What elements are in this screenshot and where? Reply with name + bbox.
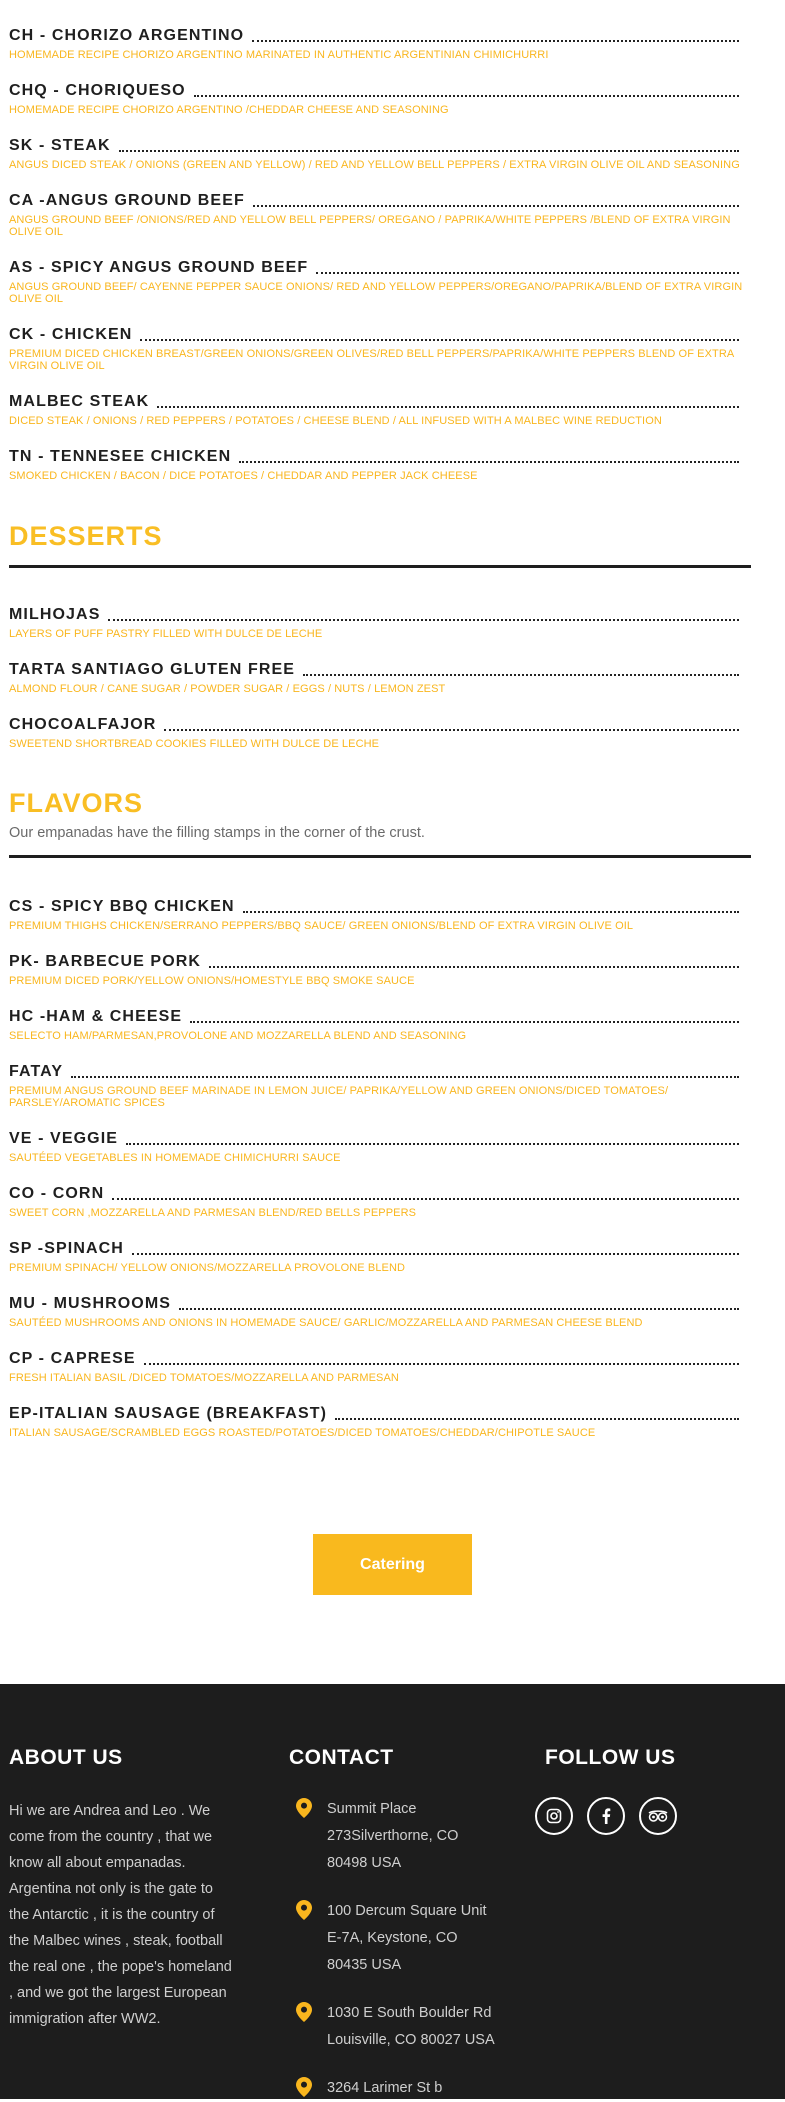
section-divider — [9, 855, 751, 858]
menu-item — [9, 80, 739, 117]
flavor-item-description: SELECTO HAM/PARMESAN,PROVOLONE AND MOZZARELLA BLEND AND SEASONING — [9, 1030, 467, 1042]
flavor-item-title: HC -HAM & CHEESE — [9, 1008, 183, 1025]
menu-item-description: HOMEMADE RECIPE CHORIZO ARGENTINO MARINATED IN AUTHENTIC ARGENTINIAN CHIMICHURRI — [9, 49, 549, 61]
flavor-item — [9, 951, 739, 988]
address-line: E-7A, Keystone, CO — [327, 1930, 458, 1946]
dotted-leader — [209, 966, 739, 968]
flavor-item-title: CS - SPICY BBQ CHICKEN — [9, 898, 235, 915]
flavor-item-description: SWEET CORN ,MOZZARELLA AND PARMESAN BLEND/RED BELLS PEPPERS — [9, 1207, 417, 1219]
flavors-heading: FLAVORS — [9, 788, 143, 818]
flavor-item-title: CO - CORN — [9, 1185, 105, 1202]
address-line: Summit Place — [327, 1801, 417, 1817]
flavor-item-title: CP - CAPRESE — [9, 1350, 136, 1367]
contact-heading: CONTACT — [289, 1746, 394, 1769]
dotted-leader — [112, 1198, 739, 1200]
dotted-leader — [132, 1253, 739, 1255]
dotted-leader — [303, 674, 739, 676]
flavor-item-description: PREMIUM ANGUS GROUND BEEF MARINADE IN LEMON JUICE/ PAPRIKA/YELLOW AND GREEN ONIONS/DICED TOMATOES/ PARSLEY/AROMATIC SPICES — [9, 1085, 669, 1109]
location-pin-icon — [296, 1798, 312, 1818]
menu-item-description: DICED STEAK / ONIONS / RED PEPPERS / POTATOES / CHEESE BLEND / ALL INFUSED WITH A MALBEC WINE REDUCTION — [9, 415, 662, 427]
dotted-leader — [108, 619, 739, 621]
dotted-leader — [239, 461, 739, 463]
location-pin-icon — [296, 2002, 312, 2022]
flavor-item-description: PREMIUM SPINACH/ YELLOW ONIONS/MOZZARELLA PROVOLONE BLEND — [9, 1262, 406, 1274]
menu-item-title: CH - CHORIZO ARGENTINO — [9, 27, 245, 44]
section-divider — [9, 565, 751, 568]
address-line: 1030 E South Boulder Rd — [327, 2005, 492, 2021]
menu-item — [9, 391, 739, 428]
site-footer — [0, 1684, 785, 2099]
address-line: 80435 USA — [327, 1957, 402, 1973]
menu-item-title: SK - STEAK — [9, 137, 111, 154]
flavor-item — [9, 1348, 739, 1385]
dotted-leader — [126, 1143, 739, 1145]
dessert-item-title: CHOCOALFAJOR — [9, 716, 157, 733]
flavor-item-description: SAUTÉED VEGETABLES IN HOMEMADE CHIMICHURRI SAUCE — [9, 1152, 341, 1164]
dotted-leader — [157, 406, 739, 408]
flavor-item-description: ITALIAN SAUSAGE/SCRAMBLED EGGS ROASTED/POTATOES/DICED TOMATOES/CHEDDAR/CHIPOTLE SAUCE — [9, 1427, 596, 1439]
about-us-heading: ABOUT US — [9, 1746, 123, 1769]
dotted-leader — [316, 272, 739, 274]
flavor-item — [9, 1183, 739, 1220]
flavor-item-title: VE - VEGGIE — [9, 1130, 119, 1147]
address-line: 100 Dercum Square Unit — [327, 1903, 487, 1919]
menu-item-description: ANGUS GROUND BEEF/ CAYENNE PEPPER SAUCE ONIONS/ RED AND YELLOW PEPPERS/OREGANO/PAPRIKA/BLEND OF EXTRA VIRGIN OLIVE OIL — [9, 281, 743, 305]
flavor-item — [9, 1061, 739, 1109]
menu-item-title: TN - TENNESEE CHICKEN — [9, 448, 232, 465]
dessert-item-description: SWEETEND SHORTBREAD COOKIES FILLED WITH DULCE DE LECHE — [9, 738, 380, 750]
menu-item — [9, 25, 739, 62]
dotted-leader — [335, 1418, 739, 1420]
flavor-item — [9, 1128, 739, 1165]
menu-item-description: PREMIUM DICED CHICKEN BREAST/GREEN ONIONS/GREEN OLIVES/RED BELL PEPPERS/PAPRIKA/WHITE PEPPERS BLEND OF EXTRA VIRGIN OLIVE OIL — [9, 348, 734, 372]
dessert-item — [9, 659, 739, 696]
location-pin-icon — [296, 2077, 312, 2097]
flavor-item-title: PK- BARBECUE PORK — [9, 953, 202, 970]
dotted-leader — [179, 1308, 739, 1310]
dotted-leader — [252, 40, 739, 42]
menu-item-description: ANGUS GROUND BEEF /ONIONS/RED AND YELLOW BELL PEPPERS/ OREGANO / PAPRIKA/WHITE PEPPERS /BLEND OF EXTRA VIRGIN OLIVE OIL — [9, 214, 731, 238]
menu-item — [9, 257, 743, 305]
facebook-icon[interactable] — [587, 1797, 625, 1835]
location-pin-icon — [296, 1900, 312, 1920]
flavors-subtitle: Our empanadas have the filling stamps in the corner of the crust. — [9, 825, 425, 841]
flavor-item-title: EP-ITALIAN SAUSAGE (BREAKFAST) — [9, 1405, 328, 1422]
dotted-leader — [140, 339, 739, 341]
about-us-text: Hi we are Andrea and Leo . We come from the country , that we know all about empanadas. Argentina not only is the gate to the Antarctic , it is the country of the Malbec wines , steak, football the real one , the pope's homeland , and we got the largest European immigration after WW2. — [9, 1803, 232, 2027]
menu-item-description: ANGUS DICED STEAK / ONIONS (GREEN AND YELLOW) / RED AND YELLOW BELL PEPPERS / EXTRA VIRGIN OLIVE OIL AND SEASONING — [9, 159, 740, 171]
flavor-item-description: SAUTÉED MUSHROOMS AND ONIONS IN HOMEMADE SAUCE/ GARLIC/MOZZARELLA AND PARMESAN CHEESE BLEND — [9, 1317, 643, 1329]
dessert-item-description: LAYERS OF PUFF PASTRY FILLED WITH DULCE DE LECHE — [9, 628, 323, 640]
menu-item — [9, 190, 739, 238]
flavor-item-description: PREMIUM THIGHS CHICKEN/SERRANO PEPPERS/BBQ SAUCE/ GREEN ONIONS/BLEND OF EXTRA VIRGIN OLIVE OIL — [9, 920, 634, 932]
flavor-item-title: SP -SPINACH — [9, 1240, 124, 1257]
follow-us-heading: FOLLOW US — [545, 1746, 676, 1769]
menu-item — [9, 446, 739, 483]
dotted-leader — [243, 911, 739, 913]
address-line: 273Silverthorne, CO — [327, 1828, 459, 1844]
address-line: 3264 Larimer St b — [327, 2080, 443, 2096]
menu-item-description: HOMEMADE RECIPE CHORIZO ARGENTINO /CHEDDAR CHEESE AND SEASONING — [9, 104, 449, 116]
dessert-item — [9, 604, 739, 641]
address-line: 80498 USA — [327, 1855, 402, 1871]
dotted-leader — [194, 95, 739, 97]
tripadvisor-icon[interactable] — [639, 1797, 677, 1835]
flavor-item — [9, 896, 739, 933]
flavor-item — [9, 1238, 739, 1275]
catering-button[interactable]: Catering — [313, 1534, 472, 1595]
dotted-leader — [164, 729, 739, 731]
dessert-item-title: MILHOJAS — [9, 606, 101, 623]
menu-item-title: CHQ - CHORIQUESO — [9, 82, 186, 99]
flavor-item — [9, 1006, 739, 1043]
menu-item-title: MALBEC STEAK — [9, 393, 150, 410]
dotted-leader — [190, 1021, 739, 1023]
menu-item-title: CA -ANGUS GROUND BEEF — [9, 192, 245, 209]
flavor-item — [9, 1293, 739, 1330]
dessert-item-description: ALMOND FLOUR / CANE SUGAR / POWDER SUGAR / EGGS / NUTS / LEMON ZEST — [9, 683, 446, 695]
instagram-icon[interactable] — [535, 1797, 573, 1835]
dessert-item — [9, 714, 739, 751]
address-line: Louisville, CO 80027 USA — [327, 2032, 495, 2048]
dotted-leader — [253, 205, 739, 207]
flavor-item — [9, 1403, 739, 1440]
dessert-item-title: TARTA SANTIAGO GLUTEN FREE — [9, 661, 296, 678]
menu-item — [9, 324, 739, 372]
flavor-item-description: PREMIUM DICED PORK/YELLOW ONIONS/HOMESTYLE BBQ SMOKE SAUCE — [9, 975, 415, 987]
flavor-item-title: FATAY — [9, 1063, 64, 1080]
menu-item-description: SMOKED CHICKEN / BACON / DICE POTATOES / CHEDDAR AND PEPPER JACK CHEESE — [9, 470, 478, 482]
flavor-item-description: FRESH ITALIAN BASIL /DICED TOMATOES/MOZZARELLA AND PARMESAN — [9, 1372, 399, 1384]
dotted-leader — [144, 1363, 739, 1365]
menu-item-title: AS - SPICY ANGUS GROUND BEEF — [9, 259, 309, 276]
dotted-leader — [71, 1076, 739, 1078]
desserts-heading: DESSERTS — [9, 521, 163, 551]
menu-item — [9, 135, 739, 172]
flavor-item-title: MU - MUSHROOMS — [9, 1295, 172, 1312]
menu-item-title: CK - CHICKEN — [9, 326, 133, 343]
dotted-leader — [119, 150, 739, 152]
